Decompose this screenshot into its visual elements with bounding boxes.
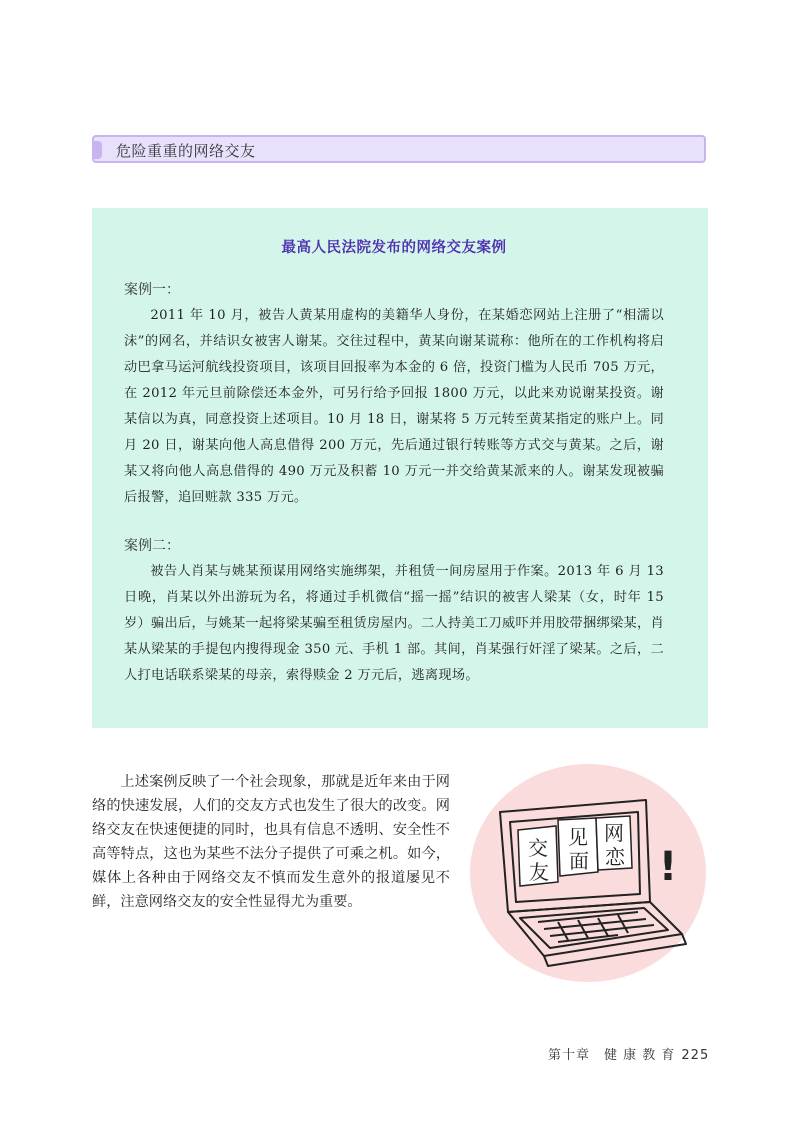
- case2-text: 被告人肖某与姚某预谋用网络实施绑架，并租赁一间房屋用于作案。2013 年 6 月 13 日晚，肖某以外出游玩为名，将通过手机微信“摇一摇”结识的被害人梁某（女，时年 15 岁）骗出后，与姚某一起将梁某骗至租赁房屋内。二人持美工刀威吓并用胶带捆绑梁某，肖某从梁某的手提包内搜得现金 350 元、手机 1 部。其间，肖某强行奸淫了梁某。之后，二人打电话联系梁某的母亲，索得赎金 2 万元后，逃离现场。: [124, 564, 664, 683]
- case1-text: 2011 年 10 月，被告人黄某用虚构的美籍华人身份，在某婚恋网站上注册了“相濡以沫”的网名，并结识女被害人谢某。交往过程中，黄某向谢某谎称：他所在的工作机构将启动巴拿马运河航线投资项目，该项目回报率为本金的 6 倍，投资门槛为人民币 705 万元，在 2012 年元旦前除偿还本金外，可另行给予回报 1800 万元，以此来劝说谢某投资。谢某信以为真，同意投资上述项目。10 月 18 日，谢某将 5 万元转至黄某指定的账户上。同月 20 日，谢某向他人高息借得 200 万元，先后通过银行转账等方式交与黄某。之后，谢某又将向他人高息借得的 490 万元及积蓄 10 万元一并交给黄某派来的人。谢某发现被骗后报警，追回赃款 335 万元。: [124, 308, 664, 505]
- case2-label: 案例二：: [124, 538, 180, 554]
- chapter-title: 第十章 健 康 教 育: [548, 1048, 676, 1063]
- case-box-title: 最高人民法院发布的网络交友案例: [281, 239, 507, 256]
- case1-label: 案例一：: [124, 282, 180, 298]
- note1-text-top: 交: [528, 836, 548, 860]
- note3-text-bottom: 恋: [605, 845, 625, 869]
- case-box: [92, 208, 708, 728]
- section-banner-title: 危险重重的网络交友: [116, 142, 256, 160]
- exclamation-mark: !: [658, 844, 678, 890]
- note1-text-bottom: 友: [529, 860, 549, 884]
- section-banner: [92, 135, 706, 163]
- body-paragraph: 上述案例反映了一个社会现象，那就是近年来由于网络的快速发展，人们的交友方式也发生了很大的改变。网络交友在快速便捷的同时，也具有信息不透明、安全性不高等特点，这也为某些不法分子提供了可乘之机。如今，媒体上各种由于网络交友不慎而发生意外的报道屡见不鲜，注意网络交友的安全性显得尤为重要。: [92, 774, 450, 910]
- page-footer: [548, 1044, 709, 1063]
- note3-text-top: 网: [604, 821, 624, 845]
- note2-text-bottom: 面: [569, 849, 589, 873]
- note2-text-top: 见: [568, 825, 588, 849]
- page-number: 225: [681, 1048, 710, 1063]
- laptop-illustration: [468, 762, 708, 984]
